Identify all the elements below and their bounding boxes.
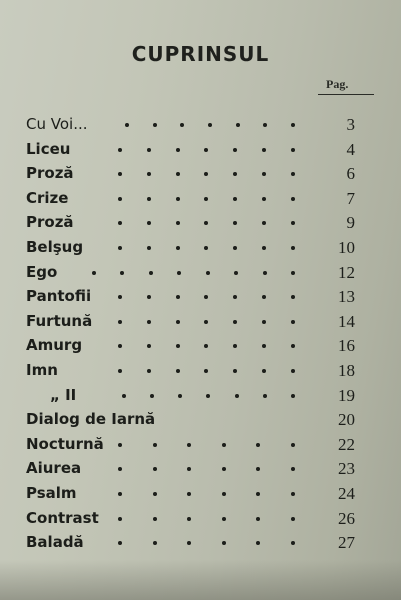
toc-entry-title: Proză	[26, 164, 74, 183]
leader-dot	[291, 492, 295, 496]
leader-dot	[153, 541, 157, 545]
leader-dot	[262, 295, 266, 299]
page-shadow	[0, 560, 401, 600]
leader-dot	[147, 320, 151, 324]
leader-dot	[222, 467, 226, 471]
dot-leader	[118, 140, 295, 160]
leader-dot	[263, 394, 267, 398]
leader-dot	[204, 320, 208, 324]
leader-dot	[204, 344, 208, 348]
leader-dot	[291, 369, 295, 373]
leader-dot	[147, 246, 151, 250]
leader-dot	[118, 246, 122, 250]
leader-dot	[291, 541, 295, 545]
toc-entry-title: Crize	[26, 188, 69, 207]
toc-entry-page-number: 10	[338, 238, 355, 257]
toc-entry	[0, 312, 401, 336]
toc-entry-page-number: 14	[338, 311, 355, 331]
leader-dot	[147, 172, 151, 176]
leader-dot	[118, 221, 122, 225]
leader-dot	[118, 148, 122, 152]
toc-entry-title: Furtună	[26, 311, 93, 330]
leader-dot	[291, 467, 295, 471]
leader-dot	[234, 271, 238, 275]
leader-dot	[149, 271, 153, 275]
leader-dot	[291, 394, 295, 398]
leader-dot	[263, 271, 267, 275]
dot-leader	[118, 533, 295, 553]
leader-dot	[153, 467, 157, 471]
dot-leader	[118, 189, 295, 209]
toc-entry	[0, 287, 401, 311]
leader-dot	[262, 344, 266, 348]
dot-leader	[118, 509, 295, 529]
leader-dot	[291, 246, 295, 250]
toc-entry	[0, 361, 401, 385]
leader-dot	[118, 197, 122, 201]
toc-entry	[0, 140, 401, 164]
toc-entry-page-number: 12	[338, 262, 355, 282]
toc-entry-page-number: 7	[346, 188, 355, 208]
leader-dot	[176, 221, 180, 225]
leader-dot	[176, 369, 180, 373]
leader-dot	[206, 394, 210, 398]
leader-dot	[176, 148, 180, 152]
toc-entry	[0, 213, 401, 237]
leader-dot	[118, 172, 122, 176]
leader-dot	[222, 443, 226, 447]
leader-dot	[204, 197, 208, 201]
leader-dot	[187, 517, 191, 521]
leader-dot	[147, 344, 151, 348]
toc-entry-title: Dialog de Iarnă	[26, 410, 156, 429]
toc-entry-page-number: 4	[346, 139, 355, 159]
toc-entry	[0, 115, 401, 139]
leader-dot	[204, 221, 208, 225]
leader-dot	[150, 394, 154, 398]
leader-dot	[204, 295, 208, 299]
toc-entry-title: Imn	[26, 361, 58, 379]
leader-dot	[233, 246, 237, 250]
toc-entry-title: Ego	[26, 262, 58, 281]
page-title: CUPRINSUL	[131, 42, 270, 66]
dot-leader	[122, 386, 295, 406]
toc-entry-page-number: 9	[346, 213, 355, 233]
leader-dot	[291, 344, 295, 348]
leader-dot	[236, 123, 240, 127]
dot-leader	[118, 361, 295, 381]
leader-dot	[256, 492, 260, 496]
leader-dot	[118, 467, 122, 471]
leader-dot	[176, 197, 180, 201]
leader-dot	[262, 369, 266, 373]
toc-entry-title: Liceu	[26, 139, 71, 158]
toc-entry	[0, 238, 401, 262]
leader-dot	[262, 221, 266, 225]
leader-dot	[177, 271, 181, 275]
leader-dot	[204, 172, 208, 176]
leader-dot	[262, 197, 266, 201]
leader-dot	[256, 467, 260, 471]
dot-leader	[118, 312, 295, 332]
leader-dot	[147, 369, 151, 373]
leader-dot	[176, 172, 180, 176]
toc-entry-title: Aiurea	[26, 459, 82, 478]
leader-dot	[120, 271, 124, 275]
toc-entry	[0, 459, 401, 483]
leader-dot	[256, 517, 260, 521]
dot-leader	[118, 459, 295, 479]
leader-dot	[222, 492, 226, 496]
toc-entry	[0, 336, 401, 360]
leader-dot	[291, 148, 295, 152]
leader-dot	[176, 246, 180, 250]
toc-entry-title: Amurg	[26, 336, 83, 355]
toc-entry	[0, 484, 401, 508]
leader-dot	[204, 246, 208, 250]
leader-dot	[178, 394, 182, 398]
leader-dot	[153, 517, 157, 521]
toc-entry-page-number: 18	[338, 361, 355, 380]
leader-dot	[291, 271, 295, 275]
leader-dot	[176, 320, 180, 324]
toc-entry-page-number: 6	[346, 164, 355, 184]
toc-entry-title: Nocturnă	[26, 434, 104, 453]
toc-entry-title: Proză	[26, 213, 74, 232]
toc-entry	[0, 509, 401, 533]
leader-dot	[125, 123, 129, 127]
leader-dot	[187, 541, 191, 545]
toc-entry-page-number: 13	[338, 287, 355, 307]
leader-dot	[118, 517, 122, 521]
leader-dot	[262, 172, 266, 176]
toc-entry-title: Cu Voi...	[26, 115, 88, 133]
leader-dot	[262, 246, 266, 250]
leader-dot	[291, 320, 295, 324]
leader-dot	[118, 443, 122, 447]
leader-dot	[263, 123, 267, 127]
leader-dot	[291, 172, 295, 176]
leader-dot	[118, 541, 122, 545]
leader-dot	[206, 271, 210, 275]
toc-entry-page-number: 27	[338, 533, 355, 553]
toc-entry-title: „ II	[50, 385, 77, 404]
page-column-header: Pag.	[326, 77, 349, 91]
leader-dot	[256, 443, 260, 447]
leader-dot	[222, 517, 226, 521]
toc-entry-page-number: 3	[346, 115, 355, 134]
leader-dot	[153, 123, 157, 127]
leader-dot	[118, 492, 122, 496]
header-rule	[318, 94, 374, 95]
leader-dot	[233, 344, 237, 348]
dot-leader	[118, 213, 295, 233]
leader-dot	[291, 443, 295, 447]
toc-entry-page-number: 22	[338, 434, 355, 454]
leader-dot	[233, 172, 237, 176]
toc-entry-title: Contrast	[26, 508, 99, 527]
leader-dot	[153, 443, 157, 447]
leader-dot	[187, 443, 191, 447]
leader-dot	[235, 394, 239, 398]
leader-dot	[256, 541, 260, 545]
leader-dot	[291, 295, 295, 299]
leader-dot	[233, 148, 237, 152]
leader-dot	[118, 320, 122, 324]
leader-dot	[233, 197, 237, 201]
leader-dot	[176, 344, 180, 348]
leader-dot	[147, 221, 151, 225]
leader-dot	[92, 271, 96, 275]
dot-leader	[118, 435, 295, 455]
toc-entry-title: Belşug	[26, 238, 84, 256]
leader-dot	[118, 344, 122, 348]
leader-dot	[204, 369, 208, 373]
leader-dot	[291, 221, 295, 225]
toc-entry-page-number: 19	[338, 385, 355, 405]
toc-entry	[0, 386, 401, 410]
toc-entry-page-number: 26	[338, 508, 355, 528]
toc-entry	[0, 189, 401, 213]
leader-dot	[153, 492, 157, 496]
dot-leader	[118, 238, 295, 258]
leader-dot	[118, 369, 122, 373]
dot-leader	[118, 336, 295, 356]
leader-dot	[233, 221, 237, 225]
leader-dot	[291, 197, 295, 201]
dot-leader	[118, 287, 295, 307]
leader-dot	[180, 123, 184, 127]
toc-entry	[0, 164, 401, 188]
dot-leader	[92, 263, 295, 283]
toc-entry-page-number: 24	[338, 484, 355, 503]
leader-dot	[187, 492, 191, 496]
toc-entry-page-number: 23	[338, 459, 355, 479]
toc-entry-title: Psalm	[26, 484, 77, 502]
toc-entry	[0, 435, 401, 459]
leader-dot	[147, 148, 151, 152]
dot-leader	[118, 484, 295, 504]
toc-entry	[0, 533, 401, 557]
leader-dot	[262, 320, 266, 324]
toc-entry-page-number: 16	[338, 336, 355, 356]
toc-entry	[0, 263, 401, 287]
leader-dot	[187, 467, 191, 471]
dot-leader	[125, 115, 295, 135]
leader-dot	[204, 148, 208, 152]
leader-dot	[262, 148, 266, 152]
leader-dot	[291, 123, 295, 127]
leader-dot	[291, 517, 295, 521]
dot-leader	[118, 164, 295, 184]
leader-dot	[208, 123, 212, 127]
leader-dot	[176, 295, 180, 299]
leader-dot	[147, 197, 151, 201]
leader-dot	[233, 369, 237, 373]
leader-dot	[233, 320, 237, 324]
toc-entry	[0, 410, 401, 434]
leader-dot	[118, 295, 122, 299]
leader-dot	[147, 295, 151, 299]
toc-entry-title: Baladă	[26, 533, 84, 552]
leader-dot	[233, 295, 237, 299]
toc-entry-title: Pantofii	[26, 287, 92, 306]
toc-entry-page-number: 20	[338, 410, 355, 430]
leader-dot	[122, 394, 126, 398]
leader-dot	[222, 541, 226, 545]
